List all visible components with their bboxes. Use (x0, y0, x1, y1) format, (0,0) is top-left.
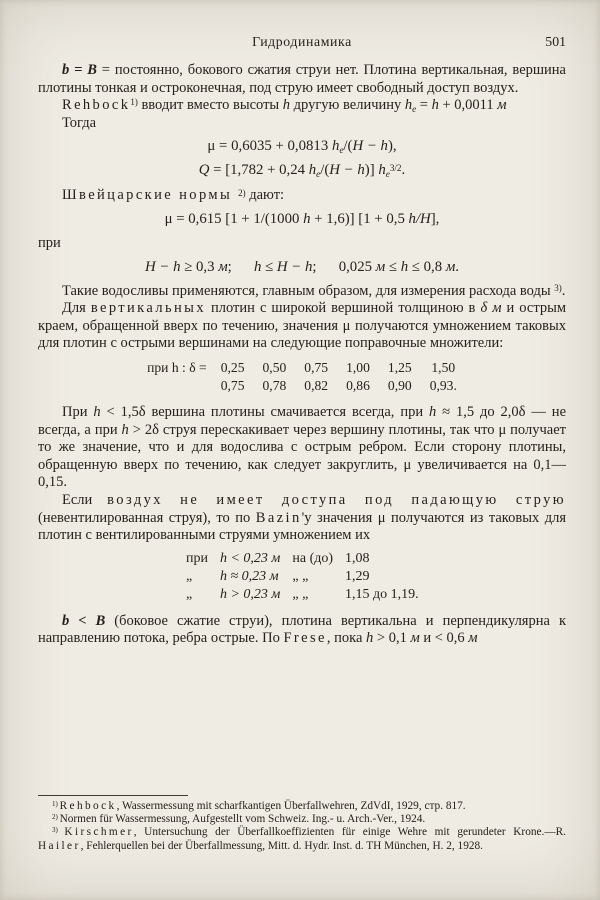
table-cell: 1,08 (345, 551, 370, 567)
text-segment: 'у значения μ получаются из таковых для плотин с вентилированными струями умножением их (38, 509, 566, 544)
table-cell: 1,50 (431, 360, 456, 376)
table-cell: при (186, 551, 208, 567)
table-cell: на (до) (292, 551, 334, 567)
table-row-label (138, 377, 212, 395)
footnote-3 (38, 826, 566, 852)
text-segment: H − h (276, 258, 313, 275)
text-segment: Normen für Wassermessung, Aufgestellt vom Schweiz. Ing.- u. Arch.-Ver., 1924. (59, 813, 426, 826)
text-segment: . (401, 162, 406, 179)
table-cell: h ≈ 0,23 м (219, 569, 279, 585)
table-cell: 0,75 (220, 377, 245, 393)
table-cell: 1,15 до 1,19. (345, 587, 419, 603)
text-segment: . (455, 258, 459, 275)
text-segment: h (366, 630, 374, 647)
table-cell: h > 0,23 м (219, 587, 281, 603)
text-segment: дают: (245, 187, 285, 204)
text-segment: , Untersuchung der Überfallkoeffizienten für einige Wehre mit gerundeter Krone.—R. (133, 826, 566, 839)
text-segment: Rehbock (62, 97, 131, 114)
text-segment: (невентилированная струя), то по (38, 509, 256, 526)
text-segment: /( (343, 138, 353, 155)
table-row-ratios (138, 360, 466, 378)
paragraph-rehbock (38, 97, 566, 115)
text-segment: ≥ 0,3 (180, 258, 219, 275)
table-cell: 0,50 (262, 360, 287, 376)
table-cell: 1,00 (346, 360, 370, 376)
paragraph-unventilated-jet (38, 492, 566, 545)
text-segment: . (561, 282, 566, 299)
text-segment: > 0,1 (373, 630, 411, 647)
text-segment: м (410, 630, 420, 647)
table-row (186, 586, 431, 604)
text-segment: δ м (480, 300, 502, 317)
text-segment: Bazin (255, 509, 302, 526)
table-cell: „ „ (292, 569, 309, 585)
text-segment: и острым краем, обращенной вверх по течению, значения μ получаются умножением таковых для плотин с острыми вершинами на следующие поправочные множители: (38, 300, 567, 352)
text-segment: 2) (238, 187, 246, 198)
text-segment: ), (387, 138, 397, 155)
text-segment: h (400, 258, 409, 275)
text-segment: e (339, 145, 344, 155)
table-cell: 0,75 (304, 360, 329, 376)
text-segment: Для (62, 300, 91, 317)
text-segment: h (331, 138, 340, 155)
text-segment: h (93, 404, 101, 420)
text-segment: + 1,6)] [1 + 0,5 (310, 210, 409, 227)
table-cell: 0,93. (429, 377, 457, 393)
text-segment: м (468, 630, 478, 647)
text-segment: (боковое сжатие струи), плотина вертикальна и перпендикулярна к направлению потока, ребра острые. По (38, 612, 566, 647)
table-cell: „ (186, 587, 193, 603)
text-segment: h (378, 162, 386, 179)
formula-mu-swiss (38, 211, 566, 229)
text-segment: = (416, 97, 432, 114)
text-segment: + 0,0011 (438, 97, 498, 114)
text-segment: м (445, 258, 456, 275)
text-segment: > 2δ струя перескакивает через вершину плотины, так что μ получает то же значение, что и для водослива с острым ребром. Если сторону плотины, обращенную вверх по течению, как следует закруглить, μ увеличивается на 0,1—0,15. (38, 421, 566, 491)
text-segment: ], (430, 210, 440, 227)
text-segment: < 1,5δ вершина плотины смачивается всегда, при (100, 404, 429, 420)
text-segment: Q (198, 162, 210, 179)
text-segment: h (431, 97, 439, 114)
text-segment: H − h (329, 162, 365, 179)
running-title: Гидродинамика (252, 34, 352, 49)
text-segment: 1) (130, 97, 138, 108)
text-segment: Швейцарские нормы (62, 187, 239, 204)
text-segment: другую величину (290, 97, 405, 114)
text-segment: h (308, 162, 317, 179)
text-segment: Hailer (38, 839, 81, 852)
page-number: 501 (545, 34, 566, 49)
table-cell: 0,82 (304, 377, 329, 393)
footnote-2 (38, 813, 566, 826)
text-segment: h (429, 404, 437, 420)
text-segment: h (121, 421, 129, 438)
text-segment: ≤ 0,8 (408, 258, 446, 275)
paragraph-pri: при (38, 234, 61, 251)
text-segment: и < 0,6 (419, 630, 469, 647)
text-segment: , Wassermessung mit scharfkantigen Überfallwehren, ZdVdI, 1929, стр. 817. (116, 800, 466, 812)
table-row (186, 568, 431, 586)
paragraph-no-side-contraction (38, 62, 566, 97)
paragraph-side-contraction (38, 613, 566, 648)
text-segment: вводит вместо высоты (137, 97, 283, 114)
text-segment: При (62, 404, 94, 420)
text-segment: e (412, 103, 417, 114)
text-segment: /( (320, 162, 330, 179)
text-segment: ; (227, 258, 254, 275)
text-segment: , Fehlerquellen bei der Überfallmessung, Mitt. d. Hydr. Inst. d. TH München, H. 2, 1928. (80, 839, 483, 852)
text-segment: м (497, 97, 507, 114)
table-row-factors (138, 377, 466, 395)
table-cell: 0,90 (387, 377, 412, 393)
text-segment: e (385, 168, 390, 179)
text-segment: ≤ (261, 258, 277, 275)
text-segment: = [1,782 + 0,24 (209, 162, 309, 179)
text-segment: ≈ 1,5 до 2,0δ — не всегда, а при (38, 404, 567, 438)
correction-factors-table (138, 360, 466, 395)
text-segment: H − h (352, 138, 388, 155)
text-segment: μ = 0,6035 + 0,0813 (207, 138, 332, 155)
table-row (186, 550, 431, 568)
text-segment: Такие водосливы применяются, главным образом, для измерения расхода воды (62, 282, 555, 299)
formula-validity-conditions (38, 259, 566, 277)
formula-mu-rehbock (38, 138, 566, 156)
text-segment: 3) (554, 282, 562, 293)
formula-q-rehbock (38, 162, 566, 180)
text-segment: b < B (62, 612, 106, 629)
text-segment: Kirschmer (64, 826, 134, 839)
page-body (38, 62, 566, 648)
bazin-multipliers-table (186, 550, 431, 604)
text-segment: Если (62, 492, 108, 509)
text-segment: h (253, 258, 262, 275)
text-segment: м (375, 258, 386, 275)
text-segment: м (218, 258, 228, 275)
text-segment: = постоянно, бокового сжатия струи нет. Плотина вертикальная, вершина плотины тонкая и остроконечная, под струю имеет свободный доступ воздух. (38, 62, 566, 96)
text-segment: 3/2 (389, 162, 402, 173)
text-segment: μ = 0,615 [1 + 1/(1000 (164, 210, 304, 227)
paragraph-vertical-dams (38, 300, 566, 353)
footnote-divider (38, 795, 188, 796)
text-segment: h (282, 97, 291, 114)
paragraph-weir-usage (38, 283, 566, 301)
text-segment: 2) (52, 813, 60, 822)
footnote-1 (38, 800, 566, 813)
text-segment: воздух не имеет доступа под падающую струю (107, 492, 566, 509)
page-header (38, 34, 566, 52)
text-segment: h (303, 210, 311, 227)
text-segment: b = B (62, 62, 102, 78)
table-cell: 1,29 (345, 569, 370, 585)
text-segment: вертикальных (90, 300, 206, 317)
text-segment: e (316, 168, 321, 179)
table-cell: h < 0,23 м (219, 551, 281, 567)
footnotes-section (38, 795, 566, 853)
text-segment: плотин с широкой вершиной толщиною в (205, 300, 481, 317)
table-cell: „ „ (292, 587, 309, 603)
paragraph-swiss-norms (38, 187, 566, 205)
text-segment: Frese (283, 630, 327, 647)
text-segment: h/H (408, 210, 431, 227)
text-segment: 1) (52, 800, 60, 809)
text-segment: Rehbock (59, 800, 117, 812)
text-segment: ≤ (385, 258, 401, 275)
text-segment: 3) (52, 826, 65, 835)
paragraph-crest-wetting (38, 404, 566, 492)
text-segment: ; 0,025 (312, 258, 376, 275)
table-cell: 0,78 (262, 377, 287, 393)
text-segment: H − h (145, 258, 181, 275)
table-cell: 0,86 (346, 377, 370, 393)
text-segment: )] (364, 162, 379, 179)
table-cell: 0,25 (220, 360, 245, 376)
table-cell: 1,25 (387, 360, 412, 376)
text-segment: h (404, 97, 413, 114)
table-row-label: при h : δ = (147, 360, 207, 376)
text-segment: , пока (326, 630, 367, 647)
table-cell: „ (186, 569, 193, 585)
paragraph-togda: Тогда (62, 114, 97, 131)
